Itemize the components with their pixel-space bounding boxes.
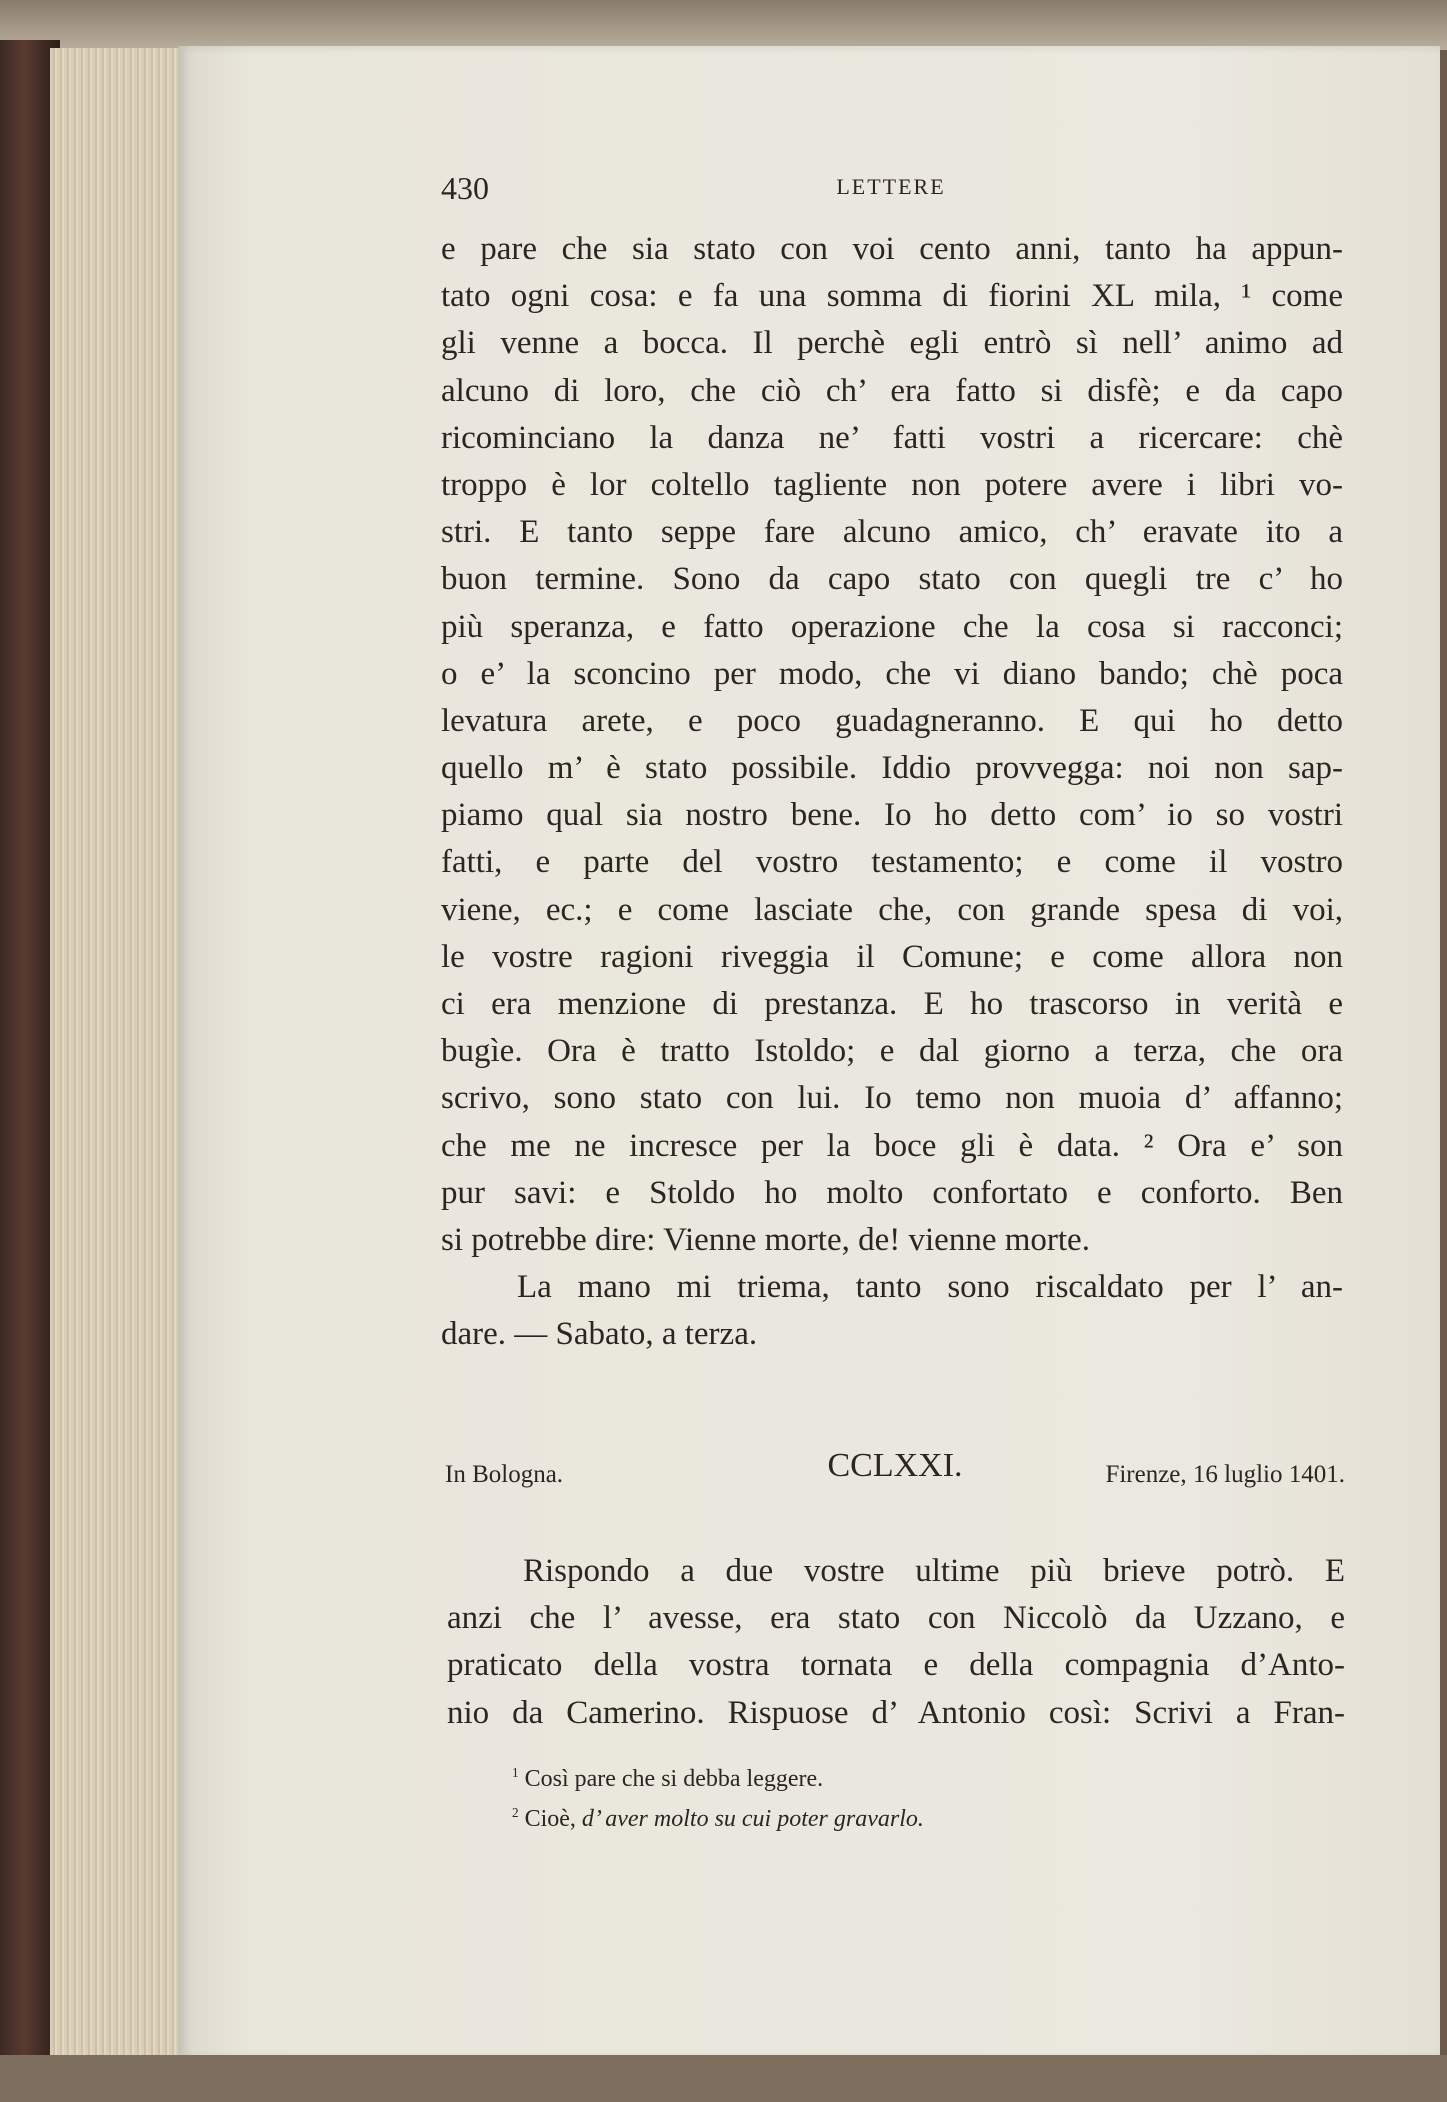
- letter-270-text: [441, 226, 1343, 1359]
- text-line: nio da Camerino. Rispuose d’ Antonio così: Scrivi a Fran-: [447, 1694, 1345, 1731]
- text-line: scrivo, sono stato con lui. Io temo non muoia d’ affanno;: [441, 1080, 1343, 1117]
- text-line: tato ogni cosa: e fa una somma di fiorini XL mila, ¹ come: [441, 278, 1343, 315]
- letter-271-text: [447, 1548, 1345, 1737]
- text-line: che me ne incresce per la boce gli è data. ² Ora e’ son: [441, 1127, 1343, 1164]
- text-line: più speranza, e fatto operazione che la cosa si racconci;: [441, 608, 1343, 645]
- letter-number: CCLXXI.: [827, 1447, 963, 1484]
- text-line: La mano mi triema, tanto sono riscaldato per l’ an-: [517, 1269, 1343, 1306]
- letter-heading: [445, 1447, 1345, 1497]
- text-line: alcuno di loro, che ciò ch’ era fatto si disfè; e da capo: [441, 372, 1343, 409]
- text-line: gli venne a bocca. Il perchè egli entrò sì nell’ animo ad: [441, 325, 1343, 362]
- text-line: bugìe. Ora è tratto Istoldo; e dal giorno a terza, che ora: [441, 1033, 1343, 1070]
- text-line: si potrebbe dire: Vienne morte, de! vienne morte.: [441, 1221, 1090, 1258]
- text-line: o e’ la sconcino per modo, che vi diano bando; chè poca: [441, 655, 1343, 692]
- text-line: le vostre ragioni riveggia il Comune; e come allora non: [441, 938, 1343, 975]
- running-title: LETTERE: [836, 174, 946, 199]
- text-line: fatti, e parte del vostro testamento; e come il vostro: [441, 844, 1343, 881]
- text-line: stri. E tanto seppe fare alcuno amico, ch’ eravate ito a: [441, 514, 1343, 551]
- text-line: buon termine. Sono da capo stato con quegli tre c’ ho: [441, 561, 1343, 598]
- text-line: quello m’ è stato possibile. Iddio provvegga: noi non sap-: [441, 750, 1343, 787]
- page-edges: [50, 48, 182, 2058]
- text-line: ricominciano la danza ne’ fatti vostri a ricercare: chè: [441, 419, 1343, 456]
- text-line: anzi che l’ avesse, era stato con Niccolò da Uzzano, e: [447, 1600, 1345, 1637]
- text-line: e pare che sia stato con voi cento anni, tanto ha appun-: [441, 231, 1343, 267]
- page-number: 430: [441, 170, 489, 206]
- letter-addressee: In Bologna.: [445, 1461, 564, 1488]
- text-line: Rispondo a due vostre ultime più brieve potrò. E: [523, 1553, 1345, 1589]
- footnote-1: $^1$ Così pare che si debba leggere.: [512, 1765, 824, 1792]
- text-line: dare. — Sabato, a terza.: [441, 1316, 758, 1353]
- background-bottom: [0, 2055, 1447, 2102]
- running-header: [441, 170, 1341, 210]
- footnote-2: $^2$ Cioè, d’ aver molto su cui poter gravarlo.: [512, 1805, 924, 1832]
- background-top: [0, 0, 1447, 50]
- text-line: piamo qual sia nostro bene. Io ho detto com’ io so vostri: [441, 797, 1343, 834]
- text-line: levatura arete, e poco guadagneranno. E qui ho detto: [441, 702, 1343, 739]
- footnotes: [512, 1756, 924, 1836]
- letter-place-date: Firenze, 16 luglio 1401.: [1105, 1461, 1345, 1488]
- text-line: viene, ec.; e come lasciate che, con grande spesa di voi,: [441, 891, 1343, 928]
- text-line: troppo è lor coltello tagliente non potere avere i libri vo-: [441, 466, 1343, 503]
- text-line: pur savi: e Stoldo ho molto confortato e conforto. Ben: [441, 1174, 1343, 1211]
- text-line: praticato della vostra tornata e della compagnia d’Anto-: [447, 1647, 1345, 1684]
- text-line: ci era menzione di prestanza. E ho trascorso in verità e: [441, 986, 1343, 1022]
